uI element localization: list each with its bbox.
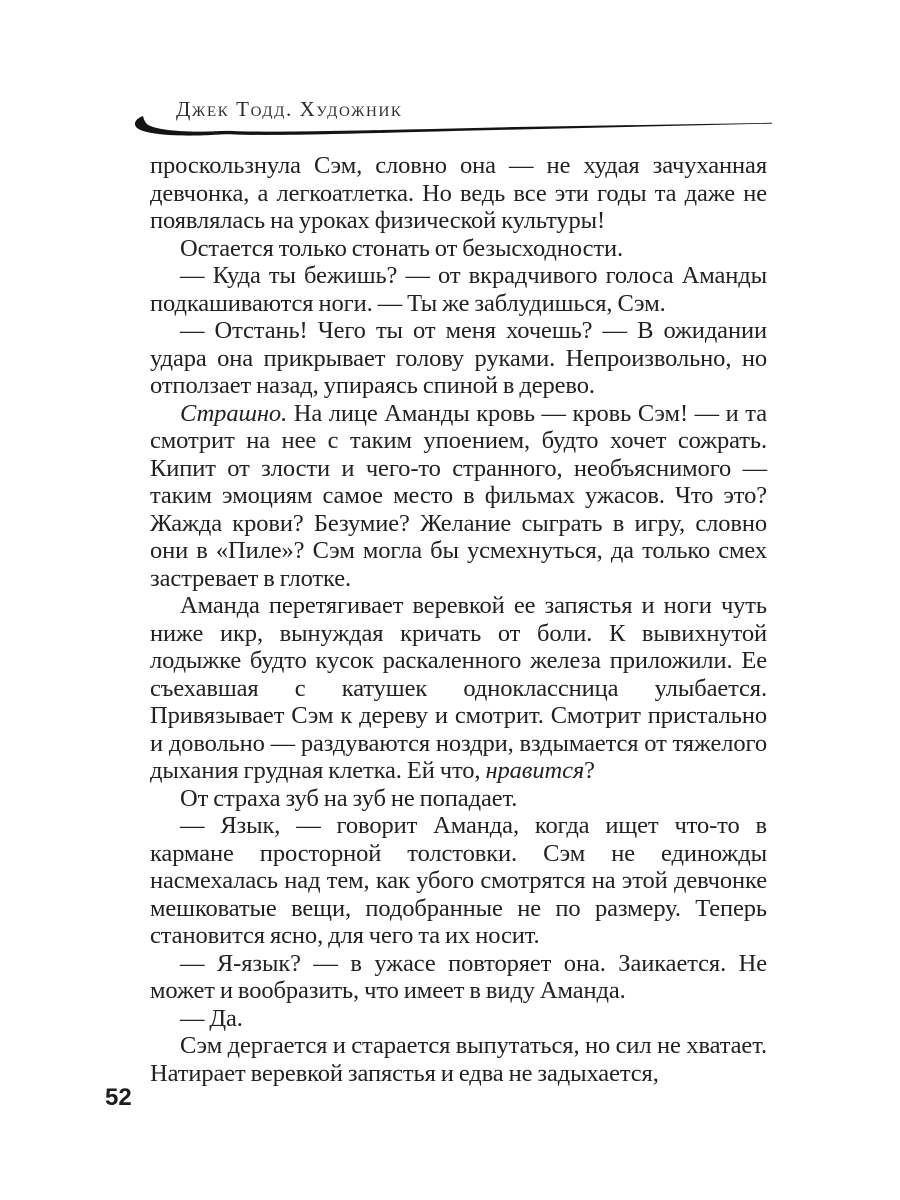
paragraph [150, 592, 767, 785]
page-body [150, 152, 767, 1087]
page-number: 52 [105, 1084, 132, 1111]
paragraph: — Я-язык? — в ужасе повторяет она. Заикается. Не может и вообразить, что имеет в виду Аманда. [150, 949, 767, 1004]
paragraph-text: На лице Аманды кровь — кровь Сэм! — и та смотрит на нее с таким упоением, будто хочет сожрать. Кипит от злости и чего-то странного, необъяснимого — таким эмоциям самое место в фильмах ужасов. Что это? Жажда крови? Безумие? Желание сыграть в игру, словно они в «Пиле»? Сэм могла бы усмехнуться, да только смех застревает в глотке. [150, 399, 767, 592]
paragraph: Остается только стонать от безысходности. [180, 234, 623, 262]
paragraph: проскользнула Сэм, словно она — не худая зачуханная девчонка, а легкоатлетка. Но ведь все эти годы та даже не появлялась на уроках физической культуры! [150, 152, 767, 234]
flourish-rule [127, 111, 775, 139]
paragraph: — Отстань! Чего ты от меня хочешь? — В ожидании удара она прикрывает голову руками. Непроизвольно, но отползает назад, упираясь спиной в дерево. [150, 317, 767, 399]
paragraph-text: Аманда перетягивает веревкой ее запястья и ноги чуть ниже икр, вынуждая кричать от боли. К вывихнутой лодыжке будто кусок раскаленного железа приложили. Ее съехавшая с катушек одноклассница улыбается. Привязывает Сэм к дереву и смотрит. Смотрит пристально и довольно — раздуваются ноздри, вздымается от тяжелого дыхания грудная клетка. Ей что, [150, 592, 767, 784]
paragraph: Сэм дергается и старается выпутаться, но сил не хватает. Натирает веревкой запястья и едва не задыхается, [150, 1032, 767, 1087]
italic-lead-word: Страшно. [180, 399, 288, 427]
paragraph [150, 400, 767, 593]
paragraph: — Язык, — говорит Аманда, когда ищет что-то в кармане просторной толстовки. Сэм не единожды насмехалась над тем, как убого смотрятся на этой девчонке мешковатые вещи, подобранные не по размеру. Теперь становится ясно, для чего та их носит. [150, 812, 767, 949]
paragraph-text: ? [584, 757, 595, 784]
paragraph: — Куда ты бежишь? — от вкрадчивого голоса Аманды подкашиваются ноги. — Ты же заблудишься, Сэм. [150, 262, 767, 317]
paragraph: От страха зуб на зуб не попадает. [180, 784, 518, 812]
running-head: Джек Тодд. Художник [176, 97, 403, 121]
paragraph: — Да. [180, 1004, 243, 1032]
italic-word: нравится [485, 757, 585, 784]
